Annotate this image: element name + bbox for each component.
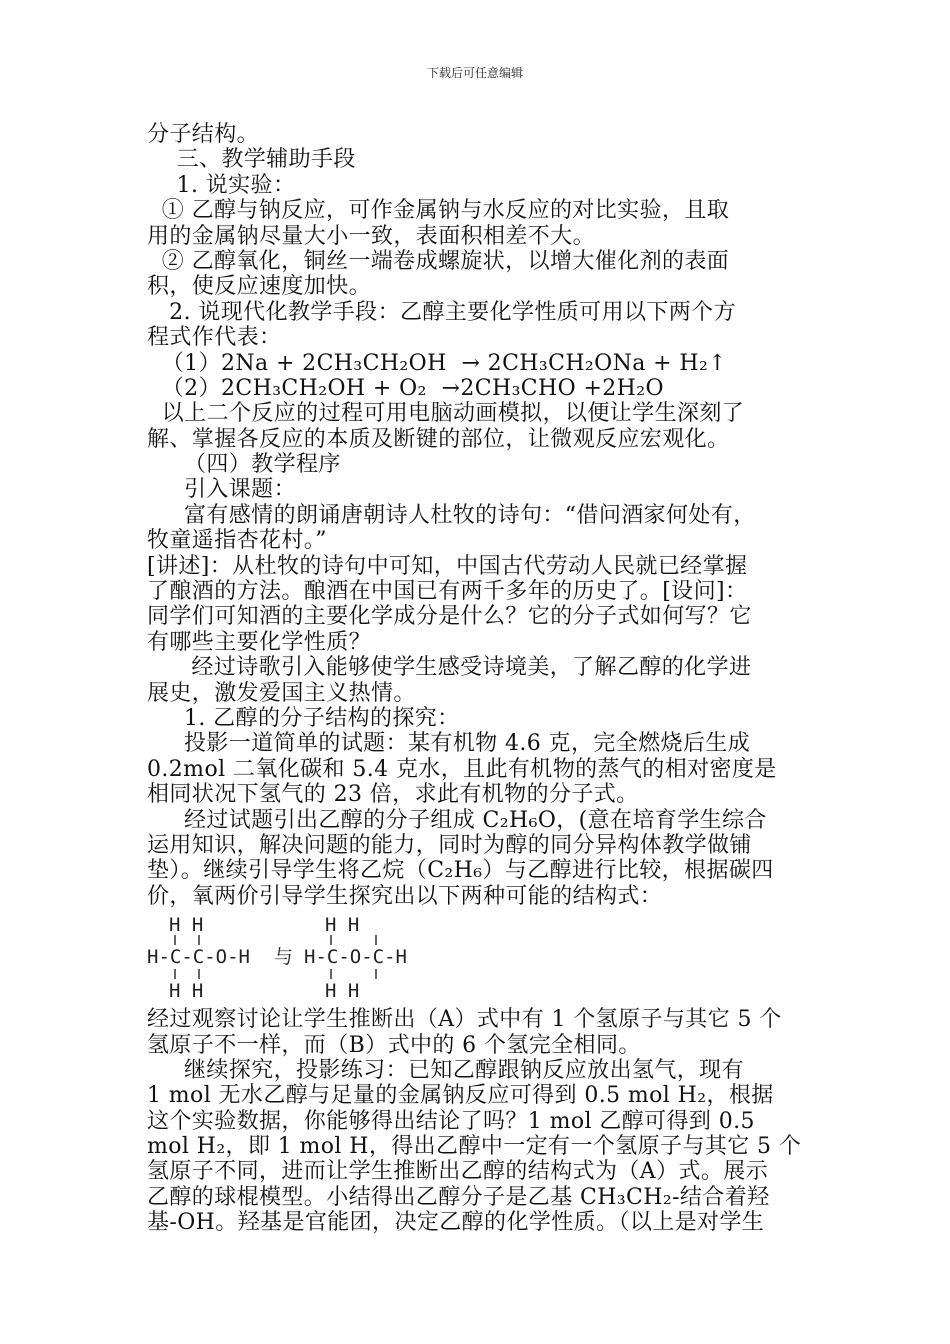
text-line: 解、掌握各反应的本质及断键的部位，让微观反应宏观化。 (147, 426, 730, 452)
text-line: 价，氧两价引导学生探究出以下两种可能的结构式： (147, 883, 663, 909)
structure-a-bottom: H H (169, 980, 204, 1003)
text-line: 2. 说现代化教学手段：乙醇主要化学性质可用以下两个方 (147, 299, 736, 325)
paragraphs-top (147, 122, 815, 909)
text-line: 这个实验数据，你能够得出结论了吗？1 mol 乙醇可得到 0.5 (147, 1108, 755, 1134)
text-line: 引入课题： (147, 477, 296, 503)
text-line: 1. 说实验： (147, 172, 296, 198)
text-line: 用的金属钠尽量大小一致，表面积相差不大。 (147, 223, 596, 249)
structure-diagram (147, 911, 417, 1004)
text-line: 继续探究，投影练习：已知乙醇跟钠反应放出氢气，现有 (147, 1057, 744, 1083)
text-line: 经过试题引出乙醇的分子组成 C₂H₆O，(意在培育学生综合 (147, 807, 767, 833)
structure-b-main: H-C-O-C-H (304, 946, 407, 969)
text-line: 运用知识，解决问题的能力，同时为醇的同分异构体教学做铺 (147, 832, 752, 858)
text-line: 1. 乙醇的分子结构的探究： (147, 705, 460, 731)
text-line: 经过诗歌引入能够使学生感受诗境美，了解乙醇的化学进 (147, 655, 752, 681)
text-line: （2）2CH₃CH₂OH + O₂ →2CH₃CHO +2H₂O (147, 375, 664, 401)
structure-b-bottom: H H (325, 980, 360, 1003)
text-line: 相同状况下氢气的 23 倍，求此有机物的分子式。 (147, 782, 639, 808)
structure-a-main: H-C-C-O-H (147, 946, 250, 969)
structure-b-top: H H (325, 914, 360, 937)
text-line: 牧童遥指杏花村。” (147, 528, 327, 554)
text-line: 0.2mol 二氧化碳和 5.4 克水，且此有机物的蒸气的相对密度是 (147, 756, 777, 782)
text-line: 乙醇的球棍模型。小结得出乙醇分子是乙基 CH₃CH₂-结合着羟 (147, 1184, 770, 1210)
text-line: 投影一道简单的试题：某有机物 4.6 克，完全燃烧后生成 (147, 731, 751, 757)
text-line: 三、教学辅助手段 (147, 147, 356, 173)
text-line: 积，使反应速度加快。 (147, 274, 372, 300)
document-body (147, 122, 815, 1236)
text-line: （1）2Na + 2CH₃CH₂OH → 2CH₃CH₂ONa + H₂↑ (147, 350, 728, 376)
text-line: 程式作代表： (147, 325, 282, 351)
text-line: ① 乙醇与钠反应，可作金属钠与水反应的对比实验，且取 (147, 198, 730, 224)
text-line: 氢原子不同，进而让学生推断出乙醇的结构式为（A）式。展示 (147, 1159, 769, 1185)
text-line: （四）教学程序 (147, 452, 341, 478)
text-line: 同学们可知酒的主要化学成分是什么？它的分子式如何写？它 (147, 604, 752, 630)
text-line: 基-OH。羟基是官能团，决定乙醇的化学性质。（以上是对学生 (147, 1210, 765, 1236)
structure-connector: 与 (274, 946, 294, 969)
text-line: 以上二个反应的过程可用电脑动画模拟，以便让学生深刻了 (147, 401, 745, 427)
page-header: 下载后可任意编辑 (426, 66, 523, 80)
text-line: 展史，激发爱国主义热情。 (147, 680, 416, 706)
paragraphs-bottom (147, 1007, 815, 1236)
text-line: 有哪些主要化学性质？ (147, 629, 372, 655)
structural-formulas (147, 911, 815, 1004)
text-line: 1 mol 无水乙醇与足量的金属钠反应可得到 0.5 mol H₂，根据 (147, 1083, 774, 1109)
text-line: 分子结构。 (147, 122, 260, 147)
text-line: [讲述]：从杜牧的诗句中可知，中国古代劳动人民就已经掌握 (147, 553, 748, 579)
text-line: 富有感情的朗诵唐朝诗人杜牧的诗句：“借问酒家何处有， (147, 502, 756, 528)
text-line: mol H₂，即 1 mol H，得出乙醇中一定有一个氢原子与其它 5 个 (147, 1134, 802, 1160)
text-line: ② 乙醇氧化，铜丝一端卷成螺旋状，以增大催化剂的表面 (147, 248, 730, 274)
text-line: 垫）。继续引导学生将乙烷（C₂H₆）与乙醇进行比较，根据碳四 (147, 858, 774, 884)
text-line: 了酿酒的方法。酿酒在中国已有两千多年的历史了。[设问]： (147, 579, 748, 605)
structure-a-top: H H (169, 914, 204, 937)
text-line: 氢原子不一样，而（B）式中的 6 个氢完全相同。 (147, 1032, 641, 1058)
text-line: 经过观察讨论让学生推断出（A）式中有 1 个氢原子与其它 5 个 (147, 1007, 782, 1033)
